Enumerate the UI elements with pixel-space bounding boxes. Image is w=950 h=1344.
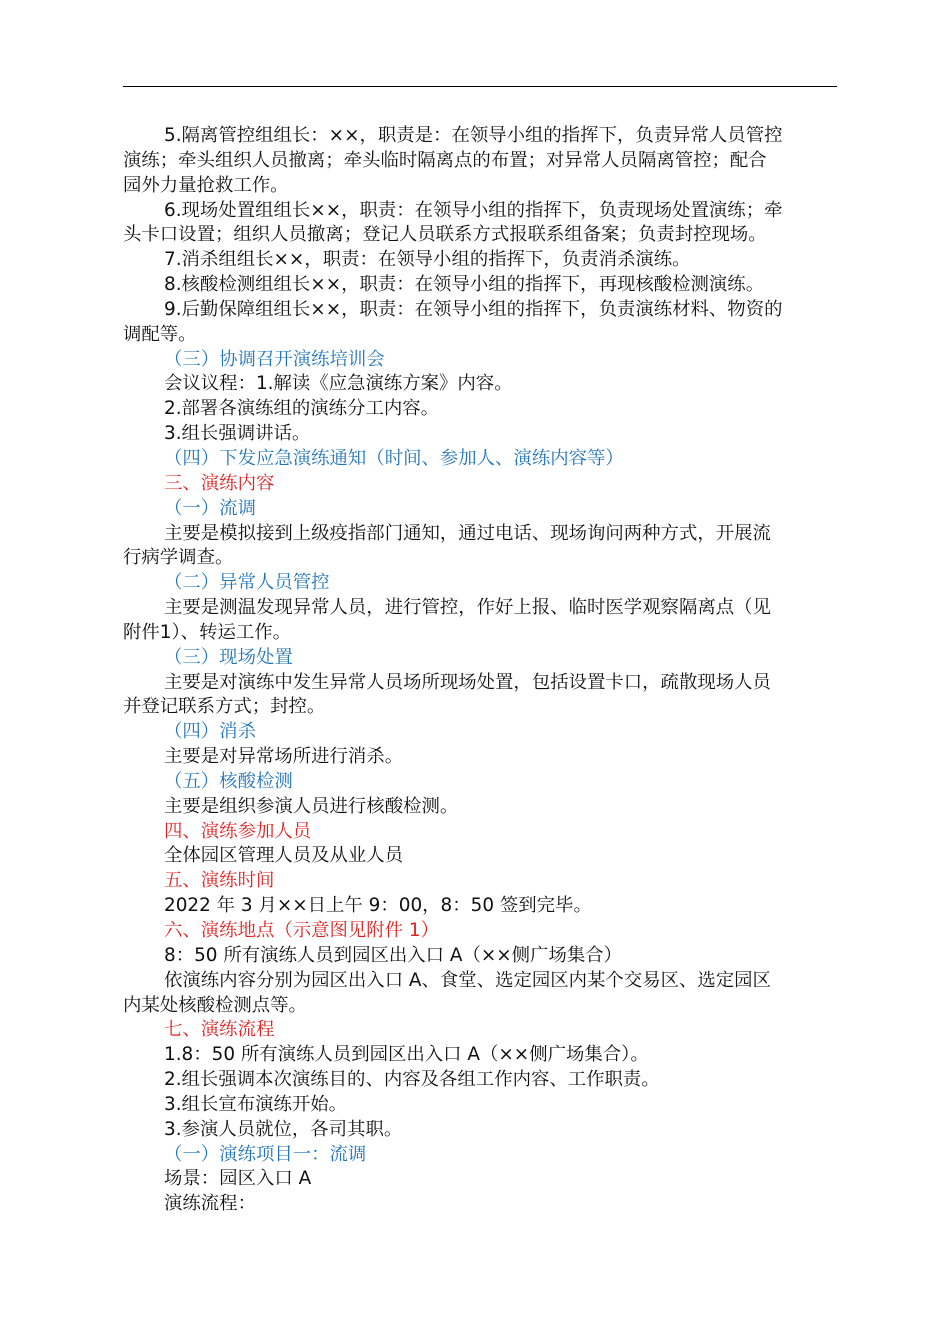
paragraph-line: 内某处核酸检测点等。 [123, 994, 307, 1016]
paragraph-line: 演练流程： [164, 1193, 256, 1215]
paragraph-line: 主要是对异常场所进行消杀。 [164, 746, 404, 768]
subsection-heading: （四）消杀 [164, 721, 256, 743]
paragraph-line: 演练；牵头组织人员撤离；牵头临时隔离点的布置；对异常人员隔离管控；配合 [123, 149, 767, 171]
paragraph-line: 依演练内容分别为园区出入口 A、食堂、选定园区内某个交易区、选定园区 [164, 969, 771, 991]
paragraph-line: 行病学调查。 [123, 547, 234, 569]
paragraph-line: 3.组长宣布演练开始。 [164, 1093, 348, 1115]
paragraph-line: 9.后勤保障组组长××，职责：在领导小组的指挥下，负责演练材料、物资的 [164, 298, 783, 320]
document-body [123, 124, 837, 1217]
paragraph-line: 全体园区管理人员及从业人员 [164, 845, 404, 867]
subsection-heading: （二）异常人员管控 [164, 572, 330, 594]
paragraph-line: 8：50 所有演练人员到园区出入口 A（××侧广场集合） [164, 944, 623, 966]
section-heading: 四、演练参加人员 [164, 820, 312, 842]
subsection-heading: （一）演练项目一：流调 [164, 1143, 367, 1165]
paragraph-line: 主要是模拟接到上级疫指部门通知，通过电话、现场询问两种方式，开展流 [164, 522, 771, 544]
paragraph-line: 8.核酸检测组组长××，职责：在领导小组的指挥下，再现核酸检测演练。 [164, 274, 765, 296]
subsection-heading: （一）流调 [164, 497, 256, 519]
subsection-heading: （三）现场处置 [164, 646, 293, 668]
paragraph-line: 场景：园区入口 A [164, 1168, 312, 1190]
paragraph-line: 头卡口设置；组织人员撤离；登记人员联系方式报联系组备案；负责封控现场。 [123, 224, 767, 246]
paragraph-line: 2022 年 3 月××日上午 9：00，8：50 签到完毕。 [164, 895, 592, 917]
paragraph-line: 6.现场处置组组长××，职责：在领导小组的指挥下，负责现场处置演练；牵 [164, 199, 783, 221]
section-heading: 六、演练地点（示意图见附件 1） [164, 920, 440, 941]
paragraph-line: 3.组长强调讲话。 [164, 423, 311, 445]
section-heading: 三、演练内容 [164, 472, 275, 494]
header-rule [123, 86, 837, 87]
section-heading: 五、演练时间 [164, 870, 275, 892]
subsection-heading: （五）核酸检测 [164, 770, 293, 792]
paragraph-line: 主要是组织参演人员进行核酸检测。 [164, 795, 459, 817]
paragraph-line: 园外力量抢救工作。 [123, 174, 289, 196]
paragraph-line: 2.部署各演练组的演练分工内容。 [164, 398, 440, 420]
subsection-heading: （三）协调召开演练培训会 [164, 348, 385, 370]
paragraph-line: 5.隔离管控组组长：××，职责是：在领导小组的指挥下，负责异常人员管控 [164, 125, 783, 146]
paragraph-line: 2.组长强调本次演练目的、内容及各组工作内容、工作职责。 [164, 1069, 660, 1091]
paragraph-line: 主要是测温发现异常人员，进行管控，作好上报、临时医学观察隔离点（见 [164, 597, 771, 619]
paragraph-line: 主要是对演练中发生异常人员场所现场处置，包括设置卡口，疏散现场人员 [164, 671, 771, 693]
paragraph-line: 7.消杀组组长××，职责：在领导小组的指挥下，负责消杀演练。 [164, 249, 691, 271]
paragraph-line: 并登记联系方式；封控。 [123, 696, 326, 718]
paragraph-line: 1.8：50 所有演练人员到园区出入口 A（××侧广场集合）。 [164, 1044, 649, 1066]
subsection-heading: （四）下发应急演练通知（时间、参加人、演练内容等） [164, 447, 624, 469]
paragraph-line: 调配等。 [123, 323, 197, 345]
section-heading: 七、演练流程 [164, 1019, 275, 1041]
paragraph-line: 附件1）、转运工作。 [123, 621, 292, 643]
paragraph-line: 3.参演人员就位，各司其职。 [164, 1118, 403, 1140]
paragraph-line: 会议议程：1.解读《应急演练方案》内容。 [164, 373, 513, 395]
